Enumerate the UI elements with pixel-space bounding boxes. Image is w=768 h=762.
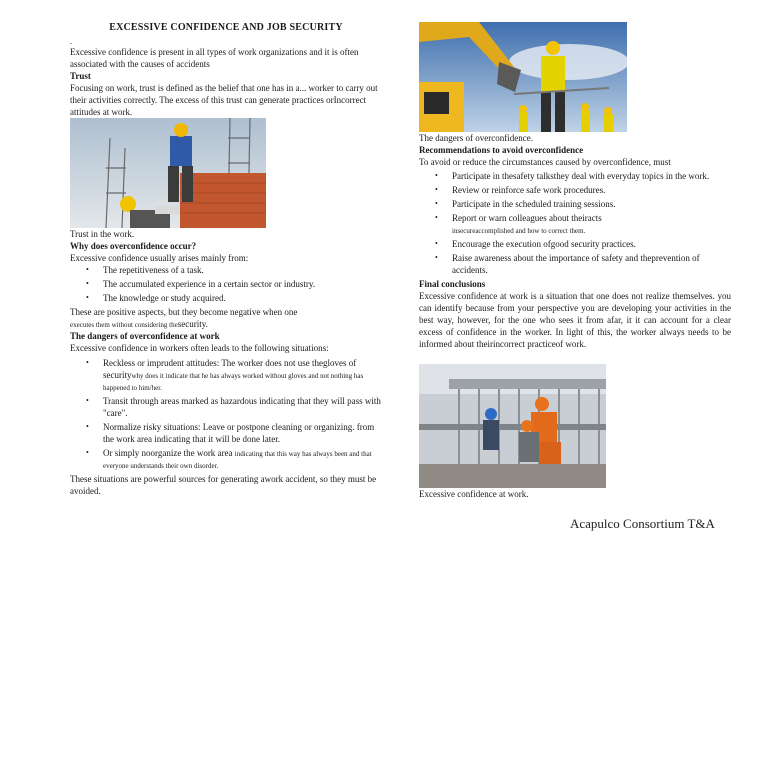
list-item [435, 184, 731, 196]
list-item [86, 292, 382, 304]
dangers-outro: These situations are powerful sources for generating awork accident, so they must be avoided. [70, 474, 377, 496]
bullet-icon: • [86, 279, 89, 288]
why-list [70, 264, 382, 304]
recommendations-heading: Recommendations to avoid overconfidence [419, 145, 584, 155]
list-item-text: The repetitiveness of a task. [103, 265, 204, 275]
list-item [86, 264, 382, 276]
left-column [70, 22, 382, 497]
bullet-icon: • [435, 239, 438, 248]
bullet-icon: • [86, 448, 89, 457]
why-outro-small: executes them without considering the [70, 321, 178, 329]
list-item [86, 447, 382, 471]
list-item [435, 170, 731, 182]
list-item [86, 395, 382, 419]
why-outro-b [70, 318, 382, 330]
list-item-text: Participate in the scheduled training sessions. [452, 199, 616, 209]
right-column [419, 22, 731, 500]
bullet-icon: • [86, 293, 89, 302]
bullet-icon: • [435, 253, 438, 262]
list-item-text: Raise awareness about the importance of safety and theprevention of accidents. [452, 253, 700, 275]
bullet-icon: • [435, 199, 438, 208]
list-item-text: Review or reinforce safe work procedures. [452, 185, 606, 195]
bullet-icon: • [86, 358, 89, 367]
trust-heading: Trust [70, 71, 91, 81]
list-item [435, 212, 731, 236]
stray-dot: . [70, 37, 72, 46]
list-item-text: Reckless or imprudent attitudes: The worker does not use thegloves of security [103, 358, 357, 380]
trust-paragraph: Focusing on work, trust is defined as the belief that one has in a... worker to carry out their activities correctly. The excess of this trust can generate practices orIncorrect attitudes at work. [70, 83, 378, 117]
bullet-icon: • [86, 422, 89, 431]
list-item-text: Encourage the execution ofgood security practices. [452, 239, 636, 249]
list-item [435, 252, 731, 276]
recommendations-list [419, 170, 731, 276]
list-item-text: Or simply noorganize the work area [103, 448, 233, 458]
list-item [435, 198, 731, 210]
list-item-text: Report or warn colleagues about theiracts [452, 213, 602, 223]
dangers-heading: The dangers of overconfidence at work [70, 331, 220, 341]
list-item [86, 357, 382, 393]
list-item-text: The accumulated experience in a certain sector or industry. [103, 279, 316, 289]
final-paragraph: Excessive confidence at work is a situation that one does not realize themselves. you can identify because from your perspective you are developing your activities in the best way, however, for the one who sees it from afar, it it can account for a clear excess of confidence in the worker. In light of this, the worker always needs to be informed about theirincorrect practiceof work. [419, 291, 731, 349]
recommendations-lead: To avoid or reduce the circumstances caused by overconfidence, must [419, 157, 671, 167]
intro-paragraph: Excessive confidence is present in all types of work organizations and it is often associated with the causes of accidents [70, 47, 359, 69]
list-item [435, 238, 731, 250]
list-item-small: insecureaccomplished and how to correct them. [452, 227, 586, 235]
bullet-icon: • [435, 185, 438, 194]
bullet-icon: • [86, 265, 89, 274]
bullet-icon: • [86, 396, 89, 405]
list-item-text: The knowledge or study acquired. [103, 293, 226, 303]
excavator-photo [419, 22, 627, 132]
trust-photo-caption: Trust in the work. [70, 229, 135, 239]
why-lead: Excessive confidence usually arises mainly from: [70, 253, 249, 263]
list-item-text: Transit through areas marked as hazardous indicating that they will pass with "care". [103, 396, 381, 418]
dangers-list [70, 357, 382, 471]
list-item-text: Normalize risky situations: Leave or postpone cleaning or organizing. from the work area indicating that it will be done later. [103, 422, 375, 444]
why-heading: Why does overconfidence occur? [70, 241, 197, 251]
why-outro-a: These are positive aspects, but they become negative when one [70, 307, 298, 317]
list-item-text: Participate in thesafety talksthey deal with everyday topics in the work. [452, 171, 710, 181]
bullet-icon: • [435, 171, 438, 180]
bullet-icon: • [435, 213, 438, 222]
list-item-small: why does it indicate that he has always worked without gloves and not nothing has happened to him/her. [103, 372, 364, 392]
document-title: EXCESSIVE CONFIDENCE AND JOB SECURITY [109, 22, 343, 33]
list-item-small: indicating that this way has always been and that everyone understands their own disorder. [103, 450, 372, 470]
dangers-photo-caption: The dangers of overconfidence. [419, 133, 533, 143]
final-heading: Final conclusions [419, 279, 486, 289]
rail-workers-photo [419, 364, 606, 488]
dangers-lead: Excessive confidence in workers often leads to the following situations: [70, 343, 329, 353]
list-item [86, 278, 382, 290]
why-outro-tail: security. [177, 319, 208, 329]
consortium-signature: Acapulco Consortium T&A [570, 516, 715, 531]
work-photo-caption: Excessive confidence at work. [419, 489, 529, 499]
list-item [86, 421, 382, 445]
bricklayers-photo [70, 118, 266, 228]
